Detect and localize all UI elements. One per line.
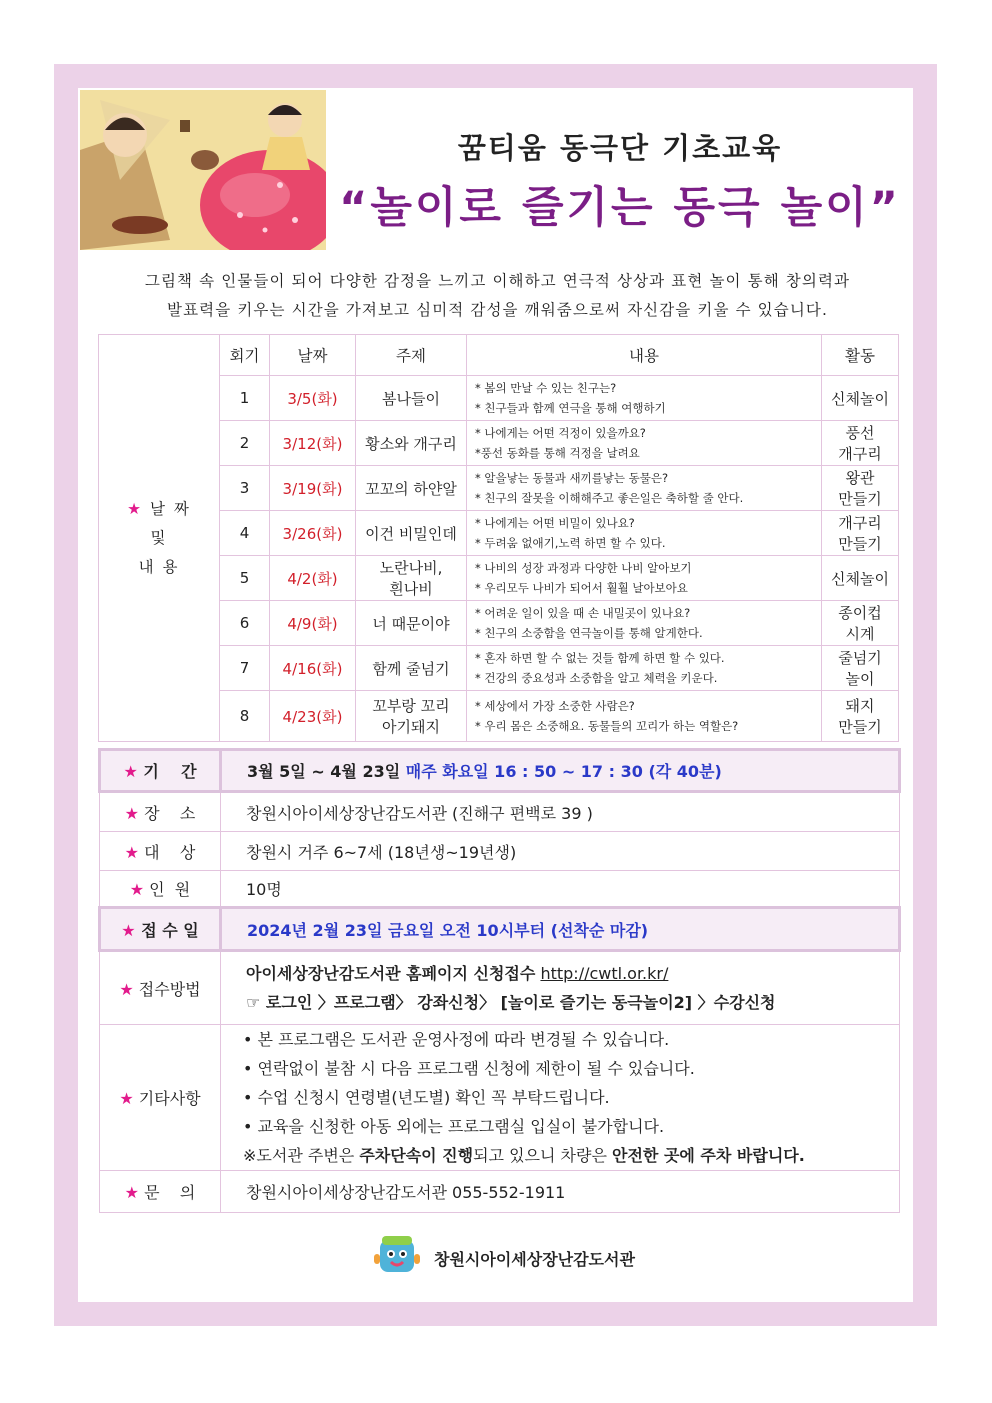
target-value: 창원시 거주 6~7세 (18년생~19년생) xyxy=(221,832,900,871)
star-icon: ★ xyxy=(129,880,145,899)
star-icon: ★ xyxy=(119,979,134,999)
capacity-row xyxy=(100,871,900,908)
intro-text xyxy=(100,267,895,325)
method-value: 아이세상장난감도서관 홈페이지 신청접수 http://cwtl.or.kr/ ☞ 로그인 〉프로그램〉 강좌신청〉 [놀이로 즐기는 동극놀이2] 〉수강신청 xyxy=(221,951,900,1025)
session-topic: 꼬꼬의 하얀알 xyxy=(356,466,467,511)
notes-list xyxy=(221,1025,900,1171)
star-icon: ★ xyxy=(124,842,139,862)
session-date: 4/16(화) xyxy=(270,646,356,691)
star-icon: ★ xyxy=(127,499,144,518)
notes-row xyxy=(100,1025,900,1171)
session-number: 6 xyxy=(220,601,270,646)
library-mascot-icon xyxy=(372,1232,422,1280)
intro-line: 발표력을 키우는 시간을 가져보고 심미적 감성을 깨워줌으로써 자신감을 키울 수 있습니다. xyxy=(167,301,828,319)
reception-date-label: ★ 접 수 일 xyxy=(100,908,221,951)
session-date: 3/5(화) xyxy=(270,376,356,421)
method-row xyxy=(100,951,900,1025)
capacity-label: ★ 인 원 xyxy=(100,871,221,908)
homepage-link[interactable]: http://cwtl.or.kr/ xyxy=(540,964,669,983)
star-icon: ★ xyxy=(124,1183,139,1202)
session-date: 3/26(화) xyxy=(270,511,356,556)
period-row xyxy=(100,750,900,792)
target-label: ★ 대 상 xyxy=(100,832,221,871)
program-subtitle: 꿈티움 동극단 기초교육 xyxy=(457,131,783,165)
session-date: 3/12(화) xyxy=(270,421,356,466)
session-topic: 봄나들이 xyxy=(356,376,467,421)
session-topic: 너 때문이야 xyxy=(356,601,467,646)
schedule-table xyxy=(98,334,899,742)
session-content: * 어려운 일이 있을 때 손 내밀곳이 있나요? * 친구의 소중함을 연극놀이를 통해 알게한다. xyxy=(467,601,822,646)
session-number: 2 xyxy=(220,421,270,466)
session-activity: 신체놀이 xyxy=(822,556,899,601)
session-number: 8 xyxy=(220,691,270,742)
star-icon: ★ xyxy=(121,920,136,940)
info-table xyxy=(98,748,901,1213)
footer-org-name: 창원시아이세상장난감도서관 xyxy=(434,1250,635,1269)
period-value: 3월 5일 ~ 4월 23일 매주 화요일 16 : 50 ~ 17 : 30 (각 40분) xyxy=(221,750,900,792)
session-topic: 함께 줄넘기 xyxy=(356,646,467,691)
contact-row xyxy=(100,1171,900,1213)
intro-line: 그림책 속 인물들이 되어 다양한 감정을 느끼고 이해하고 연극적 상상과 표현 놀이 통해 창의력과 xyxy=(144,272,851,290)
target-row xyxy=(100,832,900,871)
session-number: 4 xyxy=(220,511,270,556)
header-session: 회기 xyxy=(220,335,270,376)
session-content: * 봄의 만날 수 있는 친구는? * 친구들과 함께 연극을 통해 여행하기 xyxy=(467,376,822,421)
header-content: 내용 xyxy=(467,335,822,376)
session-topic: 꼬부랑 꼬리 아기돼지 xyxy=(356,691,467,742)
schedule-side-label: ★ 날 짜 및 내 용 xyxy=(99,335,220,742)
session-content: * 나에게는 어떤 걱정이 있을까요? *풍선 동화를 통해 걱정을 날려요 xyxy=(467,421,822,466)
place-value: 창원시아이세상장난감도서관 (진해구 편백로 39 ) xyxy=(221,792,900,832)
session-content: * 세상에서 가장 소중한 사람은? * 우리 몸은 소중해요. 동물들의 꼬리가 하는 역할은? xyxy=(467,691,822,742)
session-topic: 황소와 개구리 xyxy=(356,421,467,466)
session-content: * 혼자 하면 할 수 없는 것들 함께 하면 할 수 있다. * 건강의 중요성과 소중함을 알고 체력을 키운다. xyxy=(467,646,822,691)
period-label: ★ 기 간 xyxy=(100,750,221,792)
session-number: 3 xyxy=(220,466,270,511)
storybook-illustration xyxy=(80,90,326,250)
session-activity: 왕관 만들기 xyxy=(822,466,899,511)
program-title: “놀이로 즐기는 동극 놀이” xyxy=(339,183,901,233)
method-label: ★ 접수방법 xyxy=(100,951,221,1025)
reception-date-row xyxy=(100,908,900,951)
session-date: 3/19(화) xyxy=(270,466,356,511)
star-icon: ★ xyxy=(119,1089,134,1108)
star-icon: ★ xyxy=(123,762,138,781)
session-activity: 돼지 만들기 xyxy=(822,691,899,742)
session-topic: 이건 비밀인데 xyxy=(356,511,467,556)
session-activity: 풍선 개구리 xyxy=(822,421,899,466)
session-content: * 나에게는 어떤 비밀이 있나요? * 두려움 없애기,노력 하면 할 수 있다. xyxy=(467,511,822,556)
session-date: 4/2(화) xyxy=(270,556,356,601)
note-item: • 본 프로그램은 도서관 운영사정에 따라 변경될 수 있습니다. xyxy=(243,1030,670,1049)
session-number: 7 xyxy=(220,646,270,691)
session-activity: 종이컵 시계 xyxy=(822,601,899,646)
contact-value: 창원시아이세상장난감도서관 055-552-1911 xyxy=(221,1171,900,1213)
reception-date-value: 2024년 2월 23일 금요일 오전 10시부터 (선착순 마감) xyxy=(221,908,900,951)
session-content: * 알을낳는 동물과 새끼를낳는 동물은? * 친구의 잘못을 이해해주고 좋은일은 축하할 줄 안다. xyxy=(467,466,822,511)
capacity-value: 10명 xyxy=(221,871,900,908)
session-activity: 신체놀이 xyxy=(822,376,899,421)
place-label: ★ 장 소 xyxy=(100,792,221,832)
note-item: • 교육을 신청한 아동 외에는 프로그램실 입실이 불가합니다. xyxy=(243,1117,665,1136)
note-item: • 수업 신청시 연령별(년도별) 확인 꼭 부탁드립니다. xyxy=(243,1088,610,1107)
session-activity: 줄넘기 놀이 xyxy=(822,646,899,691)
header-topic: 주제 xyxy=(356,335,467,376)
session-activity: 개구리 만들기 xyxy=(822,511,899,556)
place-row xyxy=(100,792,900,832)
header-activity: 활동 xyxy=(822,335,899,376)
session-number: 1 xyxy=(220,376,270,421)
contact-label: ★ 문 의 xyxy=(100,1171,221,1213)
header-date: 날짜 xyxy=(270,335,356,376)
schedule-header-row xyxy=(99,335,899,376)
session-number: 5 xyxy=(220,556,270,601)
note-item: • 연락없이 불참 시 다음 프로그램 신청에 제한이 될 수 있습니다. xyxy=(243,1059,695,1078)
footer xyxy=(372,1232,672,1280)
session-topic: 노란나비, 흰나비 xyxy=(356,556,467,601)
note-item-parking: ※도서관 주변은 주차단속이 진행되고 있으니 차량은 안전한 곳에 주차 바랍니다. xyxy=(243,1146,805,1165)
session-date: 4/23(화) xyxy=(270,691,356,742)
session-content: * 나비의 성장 과정과 다양한 나비 알아보기 * 우리모두 나비가 되어서 훨훨 날아보아요 xyxy=(467,556,822,601)
star-icon: ★ xyxy=(124,803,139,823)
notes-label: ★ 기타사항 xyxy=(100,1025,221,1171)
session-date: 4/9(화) xyxy=(270,601,356,646)
